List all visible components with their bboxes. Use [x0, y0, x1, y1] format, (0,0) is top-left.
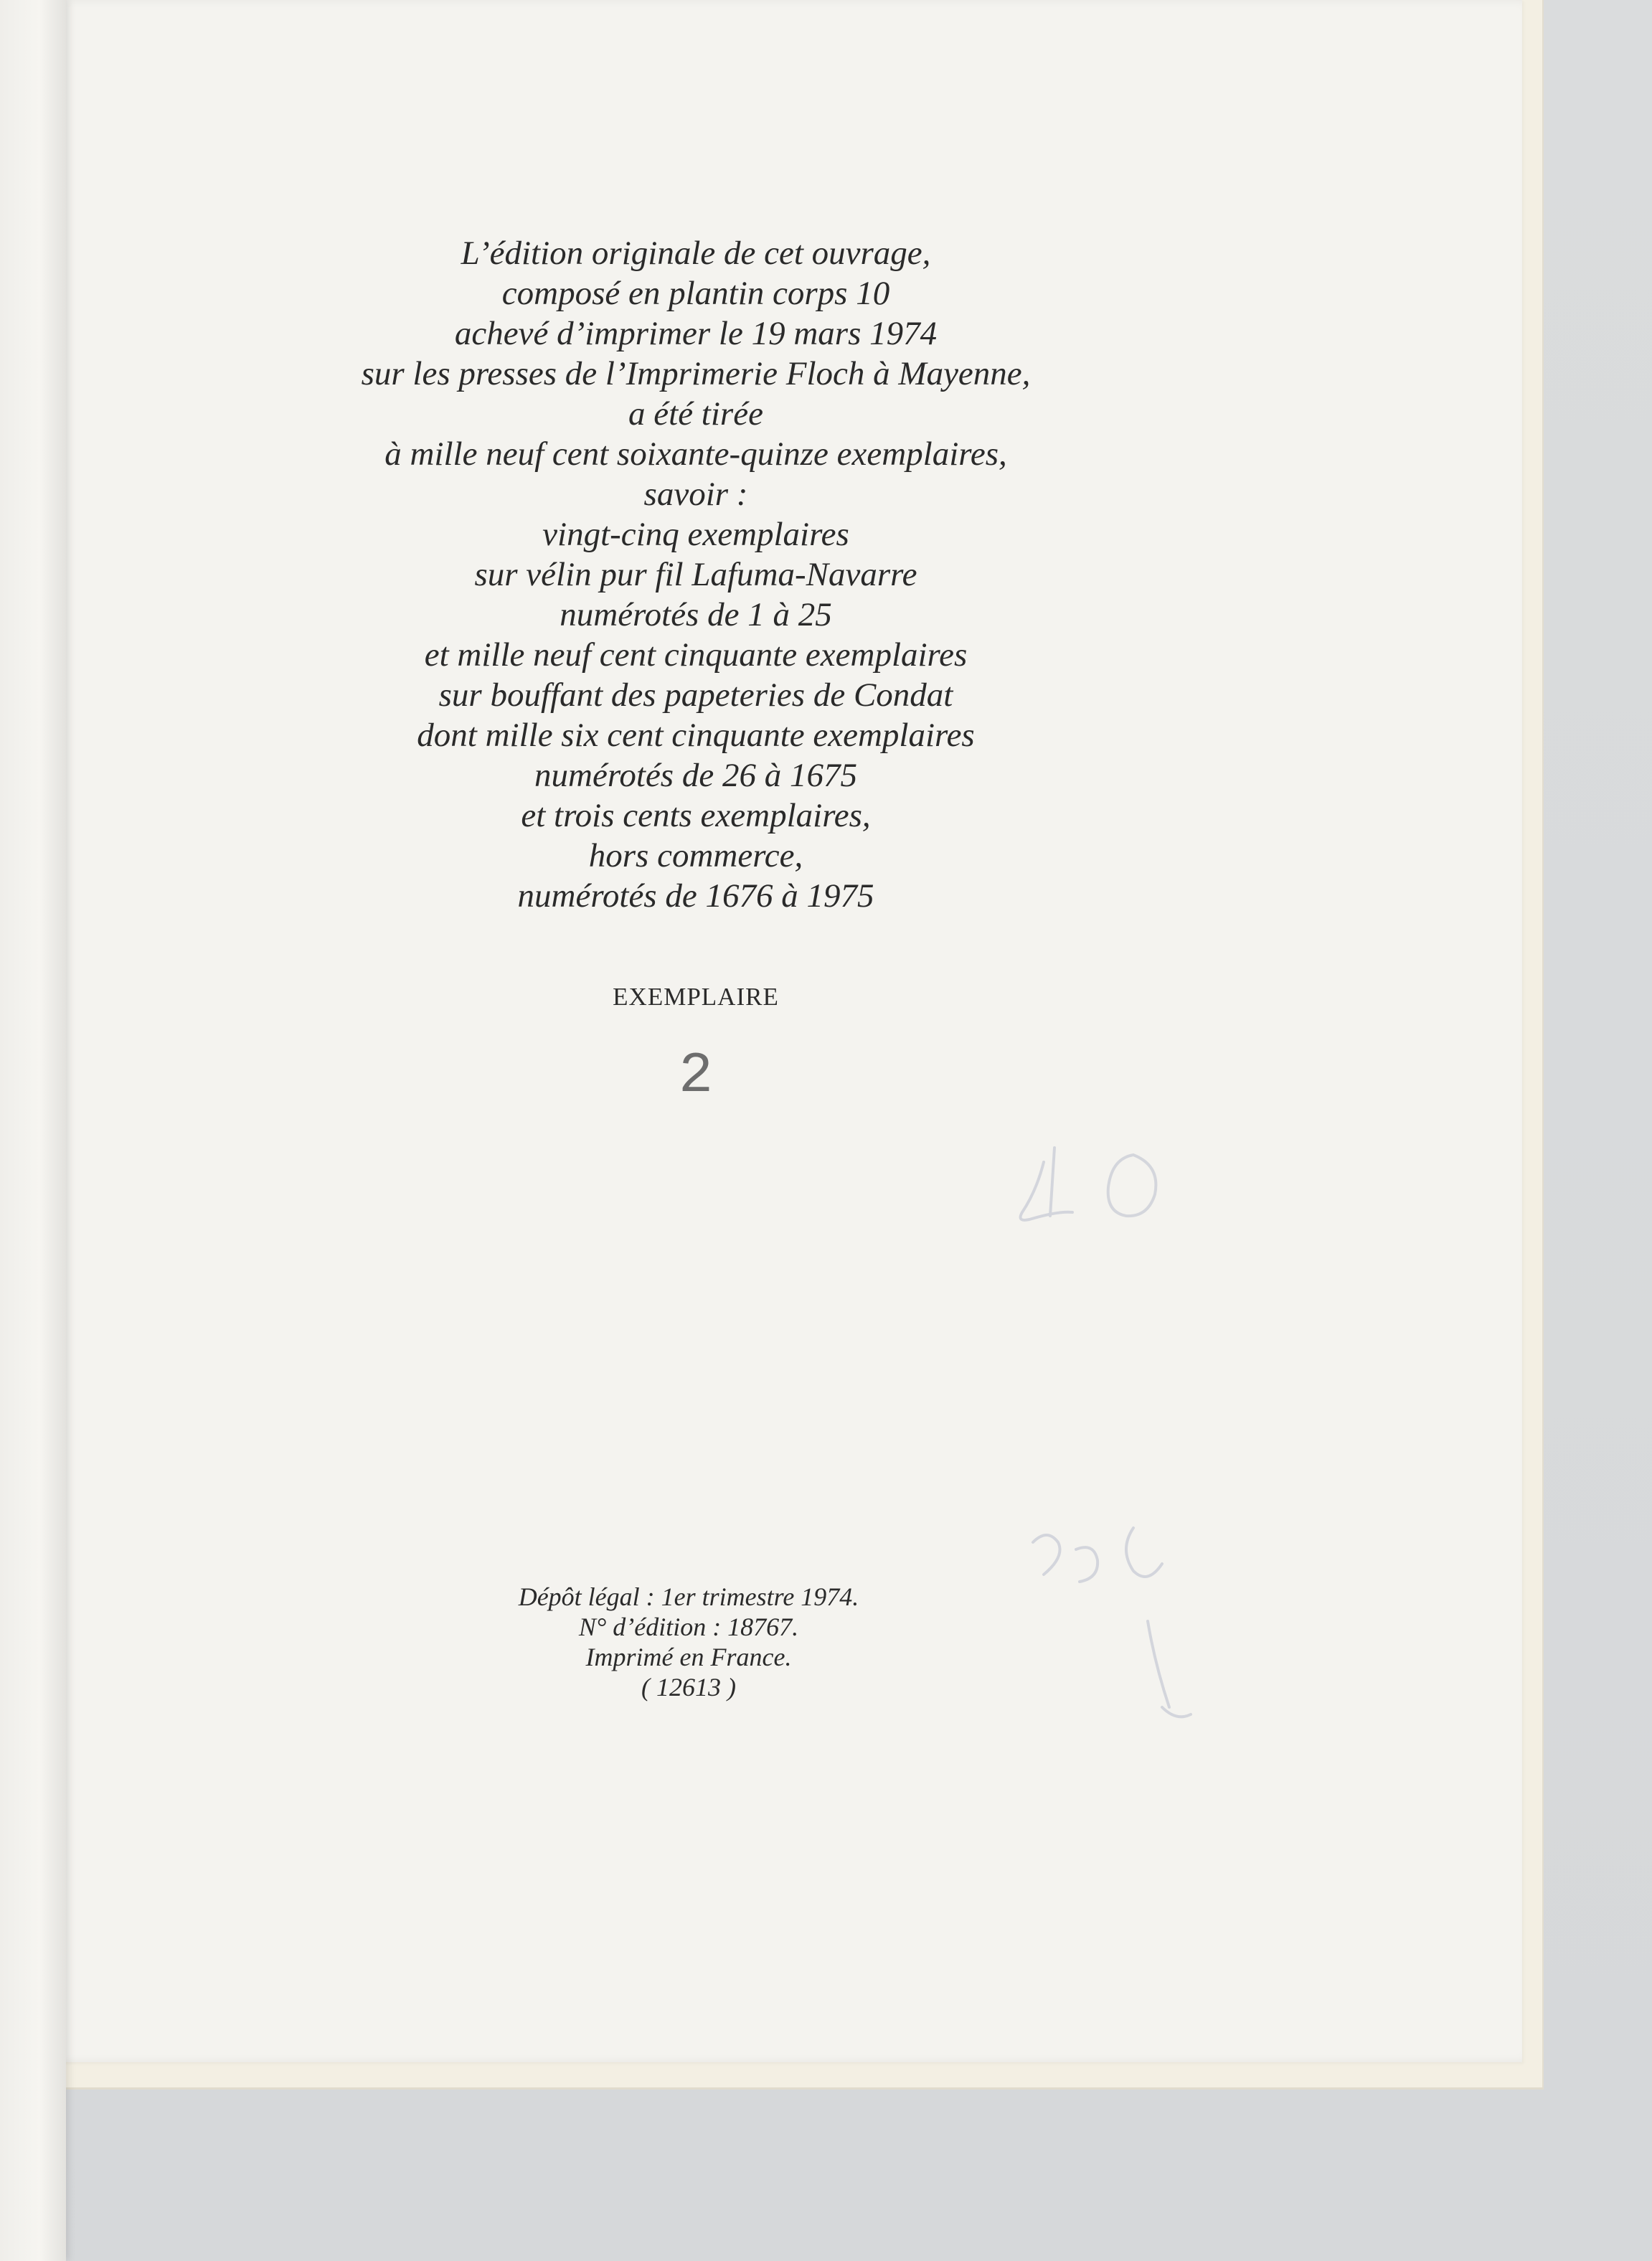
colophon-line: a été tirée [628, 395, 763, 433]
colophon-line: sur vélin pur fil Lafuma-Navarre [474, 556, 917, 593]
colophon-line: savoir : [643, 476, 748, 513]
colophon-line: vingt-cinq exemplaires [542, 516, 849, 553]
legal-line: Dépôt légal : 1er trimestre 1974. [518, 1582, 859, 1611]
exemplaire-number: 2 [678, 1044, 713, 1109]
legal-line: ( 12613 ) [641, 1673, 736, 1701]
colophon-line: à mille neuf cent soixante-quinze exemplaires, [384, 435, 1007, 473]
colophon-line: et mille neuf cent cinquante exemplaires [424, 636, 968, 674]
legal-line: N° d’édition : 18767. [578, 1613, 799, 1641]
legal-line: Imprimé en France. [585, 1643, 792, 1671]
colophon-line: dont mille six cent cinquante exemplaires [417, 717, 975, 754]
facing-page-edge [0, 0, 66, 2261]
colophon-line: hors commerce, [588, 837, 803, 874]
colophon-line: numérotés de 26 à 1675 [534, 757, 857, 794]
colophon-line: achevé d’imprimer le 19 mars 1974 [454, 315, 938, 352]
colophon-line: L’édition originale de cet ouvrage, [461, 235, 931, 272]
colophon [291, 233, 1101, 916]
legal-notice [402, 1582, 976, 1702]
colophon-line: composé en plantin corps 10 [501, 275, 890, 312]
exemplaire-label: EXEMPLAIRE [613, 983, 779, 1011]
colophon-line: numérotés de 1676 à 1975 [517, 877, 874, 915]
colophon-line: et trois cents exemplaires, [521, 797, 871, 834]
colophon-line: sur bouffant des papeteries de Condat [438, 676, 953, 714]
colophon-line: numérotés de 1 à 25 [560, 596, 832, 633]
colophon-line: sur les presses de l’Imprimerie Floch à Mayenne, [361, 355, 1031, 392]
